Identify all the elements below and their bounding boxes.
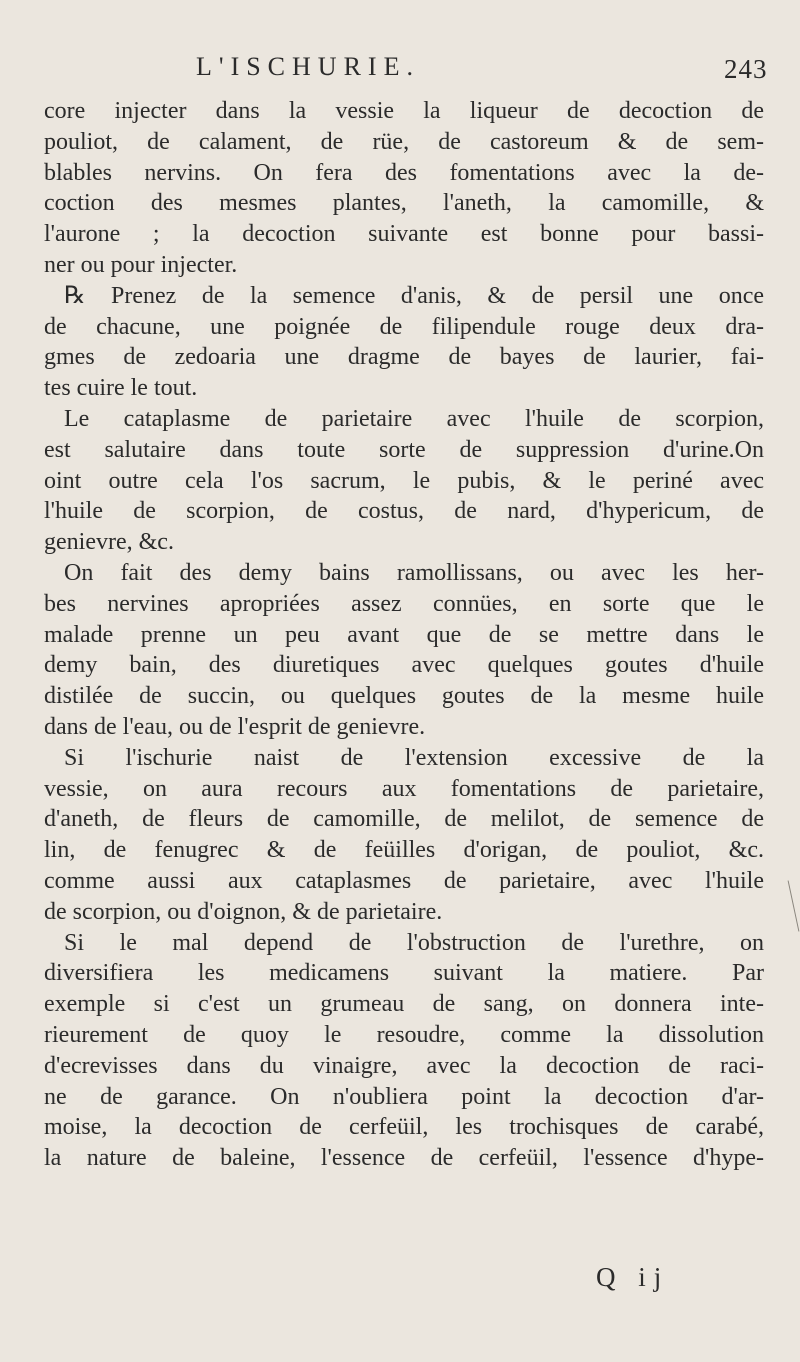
page-header	[0, 52, 800, 92]
text-line: On fait des demy bains ramollissans, ou avec les her-	[64, 559, 764, 586]
text-line: diversifiera les medicamens suivant la matiere. Par	[44, 960, 764, 987]
page-number: 243	[724, 54, 768, 84]
signature-mark: Q ij	[596, 1262, 670, 1292]
text-line: exemple si c'est un grumeau de sang, on donnera inte-	[44, 991, 764, 1018]
text-line: malade prenne un peu avant que de se mettre dans le	[44, 621, 764, 648]
text-line: de chacune, une poignée de filipendule rouge deux dra-	[44, 313, 764, 340]
text-line: core injecter dans la vessie la liqueur de decoction de	[44, 98, 764, 124]
text-line: l'aurone ; la decoction suivante est bonne pour bassi-	[44, 221, 764, 248]
text-line: oint outre cela l'os sacrum, le pubis, & le periné avec	[44, 467, 764, 494]
text-line: ℞ Prenez de la semence d'anis, & de persil une once	[64, 282, 764, 309]
text-line: Le cataplasme de parietaire avec l'huile de scorpion,	[64, 405, 764, 432]
text-line: est salutaire dans toute sorte de suppression d'urine.On	[44, 436, 764, 463]
text-line: la nature de baleine, l'essence de cerfeüil, l'essence d'hype-	[44, 1145, 764, 1172]
ink-mark	[788, 880, 800, 931]
text-line: ner ou pour injecter.	[44, 251, 238, 278]
text-line: bes nervines apropriées assez connües, en sorte que le	[44, 590, 764, 617]
text-line: l'huile de scorpion, de costus, de nard, d'hypericum, de	[44, 498, 764, 525]
text-line: tes cuire le tout.	[44, 375, 198, 402]
text-line: lin, de fenugrec & de feüilles d'origan, de pouliot, &c.	[44, 837, 764, 864]
text-line: genievre, &c.	[44, 529, 174, 556]
text-line: rieurement de quoy le resoudre, comme la dissolution	[44, 1021, 764, 1048]
text-line: dans de l'eau, ou de l'esprit de genievre.	[44, 713, 426, 740]
text-line: d'aneth, de fleurs de camomille, de melilot, de semence de	[44, 806, 764, 833]
body-text	[44, 96, 764, 1174]
text-line: distilée de succin, ou quelques goutes de la mesme huile	[44, 683, 764, 710]
text-line: Si l'ischurie naist de l'extension excessive de la	[64, 744, 764, 771]
text-line: blables nervins. On fera des fomentations avec la de-	[44, 159, 764, 186]
text-line: Si le mal depend de l'obstruction de l'urethre, on	[64, 929, 764, 956]
text-line: vessie, on aura recours aux fomentations de parietaire,	[44, 775, 764, 802]
text-line: gmes de zedoaria une dragme de bayes de laurier, fai-	[44, 344, 764, 371]
text-line: moise, la decoction de cerfeüil, les trochisques de carabé,	[44, 1114, 764, 1141]
text-line: pouliot, de calament, de rüe, de castoreum & de sem-	[44, 128, 764, 155]
text-line: comme aussi aux cataplasmes de parietaire, avec l'huile	[44, 867, 764, 894]
text-line: ne de garance. On n'oubliera point la decoction d'ar-	[44, 1083, 764, 1110]
text-line: d'ecrevisses dans du vinaigre, avec la decoction de raci-	[44, 1052, 764, 1079]
text-line: de scorpion, ou d'oignon, & de parietaire.	[44, 898, 443, 925]
text-line: demy bain, des diuretiques avec quelques goutes d'huile	[44, 652, 764, 679]
text-line: coction des mesmes plantes, l'aneth, la camomille, &	[44, 190, 764, 217]
running-title: L'ISCHURIE.	[196, 52, 420, 81]
